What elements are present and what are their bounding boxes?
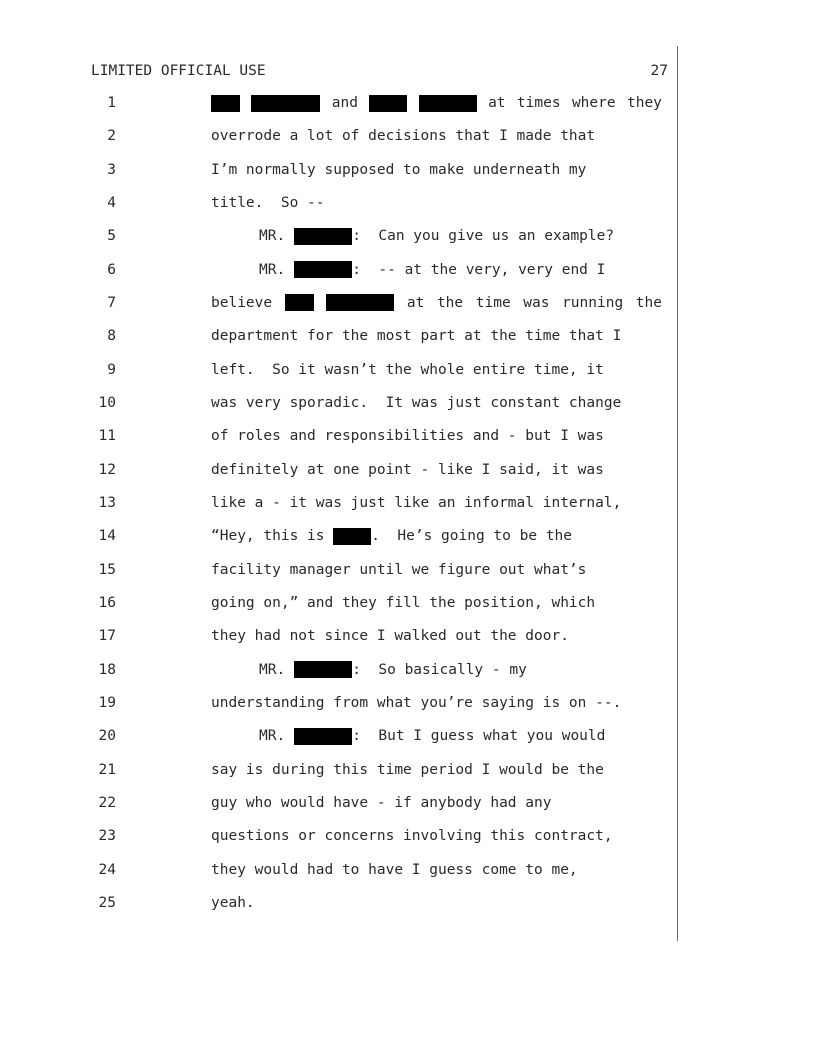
- line-word: they: [626, 95, 662, 111]
- redaction-box: [211, 95, 240, 112]
- transcript-line: [0, 760, 816, 793]
- transcript-line: [0, 593, 816, 626]
- line-text: guy who would have - if anybody had any: [211, 794, 552, 811]
- line-word: time: [475, 294, 511, 311]
- line-text: questions or concerns involving this contract,: [211, 828, 613, 845]
- line-number: 11: [98, 428, 116, 445]
- line-number: 21: [98, 761, 116, 778]
- transcript-line: [0, 860, 816, 893]
- line-text: title. So --: [211, 194, 325, 211]
- transcript-line: [0, 893, 816, 926]
- speaker-prefix: MR.: [259, 661, 286, 678]
- redaction-box: [294, 661, 352, 678]
- line-number: 2: [107, 128, 116, 145]
- transcript-line: [0, 293, 816, 326]
- redaction-box: [294, 261, 352, 278]
- line-text: [211, 293, 662, 313]
- line-text: [259, 726, 719, 746]
- line-number: 14: [98, 528, 116, 545]
- page-number: 27: [650, 63, 668, 79]
- speaker-prefix: MR.: [259, 228, 286, 245]
- line-number: 15: [98, 561, 116, 578]
- line-word: was: [523, 294, 550, 311]
- transcript-line: [0, 426, 816, 459]
- line-word: at: [488, 95, 506, 111]
- line-text: [259, 660, 719, 680]
- line-number: 10: [98, 394, 116, 411]
- classification-header: LIMITED OFFICIAL USE: [91, 63, 266, 79]
- line-word: and: [331, 95, 358, 111]
- line-number: 12: [98, 461, 116, 478]
- speaker-prefix: MR.: [259, 261, 286, 278]
- line-number: 6: [107, 261, 116, 278]
- transcript-lines: [0, 93, 816, 926]
- line-text: they would had to have I guess come to me,: [211, 861, 578, 878]
- line-text: yeah.: [211, 894, 255, 911]
- transcript-line: [0, 526, 816, 559]
- transcript-line: [0, 726, 816, 759]
- line-text: like a - it was just like an informal internal,: [211, 494, 622, 511]
- line-number: 24: [98, 861, 116, 878]
- transcript-line: [0, 793, 816, 826]
- speaker-prefix: MR.: [259, 728, 286, 745]
- line-text: overrode a lot of decisions that I made that: [211, 128, 596, 145]
- line-number: 22: [98, 794, 116, 811]
- redaction-box: [326, 294, 394, 311]
- line-text: [259, 226, 719, 246]
- line-word: the: [436, 294, 464, 311]
- line-number: 25: [98, 894, 116, 911]
- speaker-text: : But I guess what you would: [352, 728, 606, 745]
- line-text: department for the most part at the time that I: [211, 328, 622, 345]
- line-text: understanding from what you’re saying is on --.: [211, 694, 622, 711]
- redaction-box: [251, 95, 320, 112]
- transcript-line: [0, 126, 816, 159]
- line-text: going on,” and they fill the position, which: [211, 594, 596, 611]
- transcript-line: [0, 826, 816, 859]
- line-number: 16: [98, 594, 116, 611]
- transcript-line: [0, 226, 816, 259]
- transcript-line: [0, 93, 816, 126]
- line-number: 4: [107, 194, 116, 211]
- line-number: 13: [98, 494, 116, 511]
- line-number: 3: [107, 161, 116, 178]
- line-number: 5: [107, 228, 116, 245]
- transcript-line: [0, 160, 816, 193]
- line-suffix: . He’s going to be the: [371, 528, 573, 545]
- redaction-box: [369, 95, 407, 112]
- line-number: 18: [98, 661, 116, 678]
- transcript-line: [0, 560, 816, 593]
- line-text: definitely at one point - like I said, it was: [211, 461, 604, 478]
- line-number: 9: [107, 361, 116, 378]
- line-word: where: [571, 95, 616, 111]
- transcript-line: [0, 393, 816, 426]
- line-text: [211, 526, 671, 546]
- line-text: was very sporadic. It was just constant change: [211, 394, 622, 411]
- line-number: 20: [98, 728, 116, 745]
- line-word: running: [562, 294, 624, 311]
- speaker-text: : Can you give us an example?: [352, 228, 615, 245]
- redaction-box: [294, 728, 352, 745]
- line-word: the: [635, 294, 662, 311]
- line-number: 17: [98, 628, 116, 645]
- transcript-line: [0, 626, 816, 659]
- transcript-line: [0, 460, 816, 493]
- transcript-line: [0, 360, 816, 393]
- line-number: 8: [107, 328, 116, 345]
- line-prefix: “Hey, this is: [211, 528, 334, 545]
- speaker-text: : So basically - my: [352, 661, 527, 678]
- line-text: [211, 93, 662, 113]
- line-word: times: [516, 95, 561, 111]
- line-number: 19: [98, 694, 116, 711]
- line-text: [259, 260, 719, 280]
- redaction-box: [294, 228, 352, 245]
- transcript-line: [0, 326, 816, 359]
- transcript-line: [0, 493, 816, 526]
- transcript-line: [0, 693, 816, 726]
- transcript-line: [0, 193, 816, 226]
- redaction-box: [419, 95, 477, 112]
- line-number: 7: [107, 294, 116, 311]
- line-number: 23: [98, 828, 116, 845]
- line-word: at: [406, 294, 425, 311]
- line-text: left. So it wasn’t the whole entire time, it: [211, 361, 604, 378]
- line-text: of roles and responsibilities and - but I was: [211, 428, 604, 445]
- redaction-box: [285, 294, 314, 311]
- line-text: I’m normally supposed to make underneath my: [211, 161, 587, 178]
- transcript-line: [0, 260, 816, 293]
- line-text: say is during this time period I would be the: [211, 761, 604, 778]
- line-text: facility manager until we figure out what’s: [211, 561, 587, 578]
- transcript-line: [0, 660, 816, 693]
- speaker-text: : -- at the very, very end I: [352, 261, 606, 278]
- line-word: believe: [211, 294, 273, 311]
- line-text: they had not since I walked out the door.: [211, 628, 569, 645]
- line-number: 1: [107, 95, 116, 111]
- redaction-box: [333, 528, 371, 545]
